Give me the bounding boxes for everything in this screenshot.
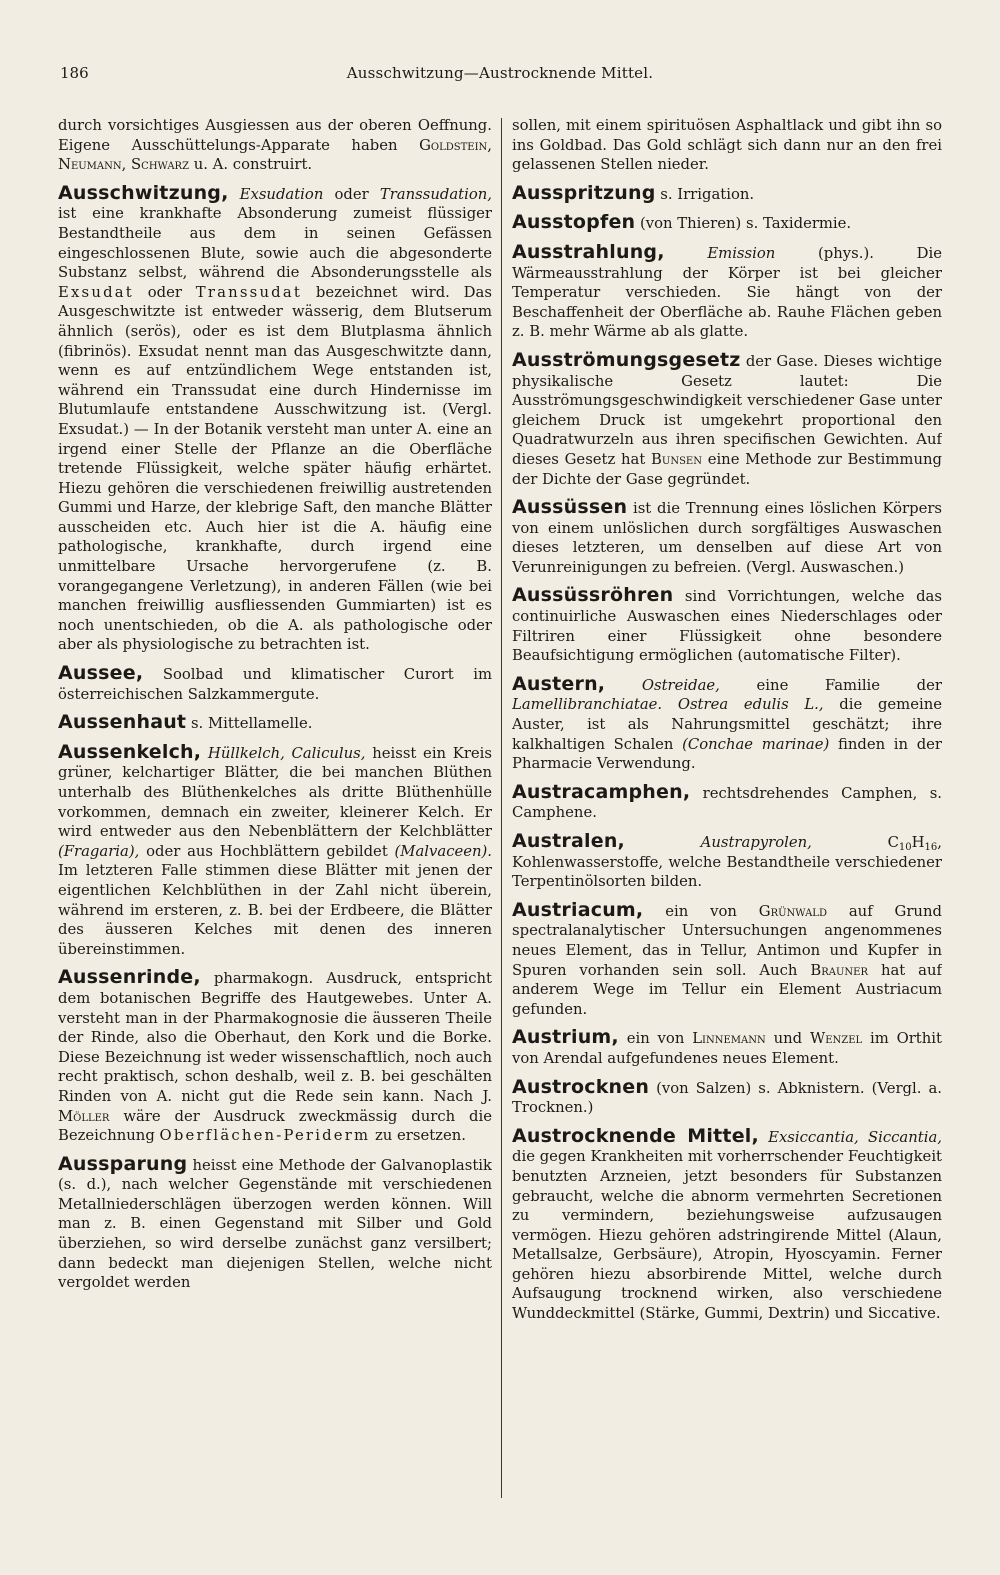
headword: Ausschwitzung, bbox=[58, 181, 229, 204]
entry-paragraph bbox=[58, 968, 492, 1145]
entry-text: Im letzteren Falle stimmen diese Blätter mit jenen der eigentlichen Kelchblüthen in der Zahl nicht überein, während im ersteren, z. B. bei der Erdbeere, die Blätter des äusseren Kelches mit denen des inneren übereinstimmen. bbox=[58, 862, 492, 958]
page-header bbox=[60, 64, 940, 88]
entry-ausstrahlung bbox=[512, 240, 942, 342]
headword: Aussenrinde, bbox=[58, 966, 201, 989]
entry-aussenkelch bbox=[58, 740, 492, 960]
entry-text: Brauner bbox=[810, 961, 869, 979]
entry-paragraph bbox=[58, 181, 492, 655]
entry-paragraph bbox=[512, 780, 942, 823]
entry-text: Transsudat bbox=[195, 283, 303, 301]
headword: Aussparung bbox=[58, 1152, 188, 1175]
headword: Ausspritzung bbox=[512, 181, 656, 204]
column-divider bbox=[501, 118, 502, 1498]
running-title: Ausschwitzung—Austrocknende Mittel. bbox=[346, 64, 654, 82]
entry-austrocknen bbox=[512, 1075, 942, 1118]
headword: Aussüssen bbox=[512, 496, 628, 519]
entry-text: ist die Trennung eines löslichen Körpers von einem unlöslichen durch sorgfältiges Auswaschen dieses letzteren, um denselben auf diese Art von Verunreinigungen zu befreien. (Vergl. Auswaschen.) bbox=[512, 500, 942, 576]
entry-text: Emission bbox=[707, 244, 776, 262]
entry-text: auf Grund spectralanalytischer Untersuchungen angenommenes neues Element, das in Tellur, Antimon und Kupfer in Spuren vorhanden sein soll. Auch bbox=[512, 902, 942, 979]
entry-austern bbox=[512, 672, 942, 774]
entry-paragraph bbox=[512, 832, 942, 892]
entry-paragraph bbox=[512, 1028, 942, 1068]
entry-text: ist eine krankhafte Absonderung zumeist flüssiger Bestandtheile aus dem in seinen Gefässen eingeschlossenen Blute, sowie auch die abgesonderte Substanz selbst, während die Absonderungsstelle als bbox=[58, 205, 492, 282]
entry-text: heisst eine Methode der Galvanoplastik (s. d.), nach welcher Gegenstände mit verschiedenen Metallniederschlägen überzogen werden können. Will man z. B. einen Gegenstand mit Silber und Gold überziehen, so wird derselbe zunächst ganz versilbert; dann bedeckt man diejenigen Stellen, welche nicht vergoldet werden bbox=[58, 1156, 492, 1292]
entry-austrium bbox=[512, 1028, 942, 1068]
entry-aussuessen bbox=[512, 498, 942, 577]
entry-text: zu ersetzen. bbox=[375, 1127, 466, 1145]
subscript: 16 bbox=[924, 842, 938, 853]
entry-paragraph bbox=[58, 664, 492, 704]
entry-text: ein von bbox=[626, 1030, 685, 1048]
entry-text: Hüllkelch, Caliculus, bbox=[207, 744, 366, 762]
entry-text: Ostreidae, bbox=[641, 676, 720, 694]
entry-text: (von Thieren) s. Taxidermie. bbox=[639, 215, 852, 233]
entry-text: (Fragaria), bbox=[58, 842, 140, 860]
entry-text: ein von bbox=[665, 902, 737, 920]
entry-ausstopfen bbox=[512, 213, 942, 234]
entry-text: oder bbox=[334, 185, 369, 203]
entry-text: heisst ein Kreis grüner, kelchartiger Blätter, die bei manchen Blüthen unterhalb des Blüthenkelches als dritte Blüthenhülle vorkommen, demnach ein zweiter, kleinerer Kelch. Er wird entweder aus den Nebenblättern der Kelchblätter bbox=[58, 744, 492, 841]
chemical-formula bbox=[888, 834, 938, 851]
headword: Austern, bbox=[512, 672, 606, 695]
headword: Ausstrahlung, bbox=[512, 240, 665, 263]
entry-text: durch vorsichtiges Ausgiessen aus der oberen Oeffnung. Eigene Ausschüttelungs-Apparate haben bbox=[58, 117, 492, 154]
entry-text: Exsudat bbox=[58, 283, 134, 301]
entry-paragraph bbox=[58, 1152, 492, 1293]
entry-text: sind Vorrichtungen, welche das continuirliche Auswaschen eines Niederschlages oder Filtriren einer Flüssigkeit ohne besondere Beaufsichtigung ermöglichen (automatische Filter). bbox=[512, 588, 942, 665]
entry-paragraph bbox=[512, 1075, 942, 1118]
entry-text: bezeichnet wird. Das Ausgeschwitzte ist entweder wässerig, dem Blutserum ähnlich (serös), oder es ist dem Blutplasma ähnlich (fibrinös). Exsudat nennt man das Ausgeschwitzte dann, wenn es auf entzündlichem Wege entstanden ist, während ein Transsudat eine durch Hindernisse im Blutumlaufe entstandene Ausschwitzung ist. (Vergl. Exsudat.) — In der Botanik versteht man unter A. eine an irgend einer Stelle der Pflanze an die Oberfläche tretende Flüssigkeit, welche später häufig erhärtet. Hiezu gehören die verschiedenen freiwillig austretenden Gummi und Harze, der klebrige Saft, den manche Blätter ausscheiden etc. Auch hier ist die A. häufig eine pathologische, krankhafte, durch irgend eine unmittelbare Ursache hervorgerufene (z. B. vorangegangene Verletzung), in anderen Fällen (wie bei manchen freiwillig ausfliessenden Gummiarten) ist es noch unentschieden, ob die A. als pathologische oder aber als physiologische zu betrachten ist. bbox=[58, 283, 492, 654]
entry-austrocknende-mittel bbox=[512, 1124, 942, 1324]
headword: Aussüssröhren bbox=[512, 584, 674, 607]
entry-aussenhaut bbox=[58, 713, 492, 734]
entry-text: Möller bbox=[58, 1107, 110, 1125]
entry-aussenrinde bbox=[58, 968, 492, 1145]
entry-text: hat auf anderem Wege im Tellur ein Element Austriacum gefunden. bbox=[512, 961, 942, 1018]
entry-text: Lamellibranchiatae. Ostrea edulis L., bbox=[512, 696, 824, 714]
right-column bbox=[512, 116, 942, 1545]
entry-text: C bbox=[887, 834, 899, 851]
entry-ausstroemungsgesetz bbox=[512, 348, 942, 489]
entry-text: Transsudation, bbox=[379, 185, 492, 203]
entry-text: und bbox=[773, 1030, 803, 1048]
entry-text: wäre der Ausdruck zweckmässig durch die Bezeichnung bbox=[58, 1107, 492, 1145]
headword: Ausstopfen bbox=[512, 211, 636, 234]
entry-text: die gemeine Auster, ist als Nahrungsmittel geschätzt; ihre kalkhaltigen Schalen bbox=[512, 696, 942, 753]
entry-austriacum bbox=[512, 898, 942, 1020]
entry-text: eine Methode zur Bestimmung der Dichte der Gase gegründet. bbox=[512, 450, 942, 488]
entry-paragraph bbox=[512, 213, 942, 234]
entry-text: pharmakogn. Ausdruck, entspricht dem botanischen Begriffe des Hautgewebes. Unter A. versteht man in der Pharmakognosie die äusseren Theile der Rinde, also die Oberhaut, den Kork und die Borke. Diese Bezeichnung ist weder wissenschaftlich, noch auch recht praktisch, schon deshalb, weil z. B. bei geschälten Rinden von A. nicht gut die Rede sein kann. Nach J. bbox=[58, 970, 492, 1105]
headword: Aussee, bbox=[58, 662, 144, 685]
entry-text: (phys.). Die Wärmeausstrahlung der Körper ist bei gleicher Temperatur verschieden. Sie hängt von der Beschaffenheit der Oberfläche ab. Rauhe Flächen geben z. B. mehr Wärme ab als glatte. bbox=[512, 244, 942, 341]
entry-text: (von Salzen) s. Abknistern. (Vergl. a. Trocknen.) bbox=[512, 1079, 942, 1117]
entry-austracamphen bbox=[512, 780, 942, 823]
entry-australen bbox=[512, 832, 942, 892]
entry-paragraph bbox=[512, 672, 942, 774]
headword: Aussenkelch, bbox=[58, 740, 202, 763]
entry-text: Linnemann bbox=[692, 1030, 766, 1048]
entry-text: s. Mittellamelle. bbox=[190, 715, 313, 733]
entry-text: Oberflächen-Periderm bbox=[159, 1127, 371, 1145]
entry-text: Grünwald bbox=[758, 902, 827, 920]
headword: Australen, bbox=[512, 830, 625, 852]
entry-text: Exsiccantia, Siccantia, bbox=[768, 1128, 942, 1146]
entry-paragraph bbox=[512, 498, 942, 577]
entry-text: rechtsdrehendes Camphen, s. Camphene. bbox=[512, 784, 942, 822]
entry-text: oder aus Hochblättern gebildet bbox=[146, 842, 388, 860]
entry-paragraph bbox=[58, 740, 492, 960]
entry-aussuessroehren bbox=[512, 586, 942, 665]
entry-paragraph bbox=[512, 586, 942, 665]
entry-text: Exsudation bbox=[239, 185, 324, 203]
headword: Austrium, bbox=[512, 1026, 619, 1049]
entry-ausschwitzung bbox=[58, 181, 492, 655]
left-column bbox=[58, 116, 492, 1545]
headword: Austracamphen, bbox=[512, 780, 691, 803]
entry-text: oder bbox=[147, 283, 182, 301]
entry-text: , Kohlenwasserstoffe, welche Bestandtheile verschiedener Terpentinölsorten bilden. bbox=[512, 834, 942, 891]
entry-aussparung bbox=[58, 1152, 492, 1293]
subscript: 10 bbox=[898, 842, 912, 853]
entry-paragraph bbox=[512, 181, 942, 205]
headword: Ausströmungsgesetz bbox=[512, 348, 741, 371]
entry-text: im Orthit von Arendal aufgefundenes neues Element. bbox=[512, 1030, 942, 1067]
entry-ausspritzung bbox=[512, 181, 942, 205]
entry-text: die gegen Krankheiten mit vorherrschender Feuchtigkeit benutzten Arzneien, jetzt besonders für Substanzen gebraucht, welche die abnorm vermehrten Secretionen zu vermindern, beziehungsweise aufzusaugen vermögen. Hiezu gehören adstringirende Mittel (Alaun, Metallsalze, Gerbsäure), Atropin, Hyoscyamin. Ferner gehören hiezu absorbirende Mittel, welche durch Aufsaugung trocknend wirken, also verschiedene Wunddeckmittel (Stärke, Gummi, Dextrin) und Siccative. bbox=[512, 1148, 942, 1323]
entry-text: der Gase. Dieses wichtige physikalische Gesetz lautet: Die Ausströmungsgeschwindigkeit verschiedener Gase unter gleichem Druck ist umgekehrt proportional den Quadratwurzeln aus ihren specifischen Gewichten. Auf dieses Gesetz hat bbox=[512, 352, 942, 468]
headword: Austrocknende Mittel, bbox=[512, 1124, 759, 1147]
entry-text: s. Irrigation. bbox=[660, 185, 755, 203]
entry-text: (Malvaceen). bbox=[394, 842, 492, 860]
entry-text: u. A. construirt. bbox=[193, 156, 313, 174]
entry-text: Goldstein, Neumann, Schwarz bbox=[58, 136, 492, 174]
headword: Austriacum, bbox=[512, 898, 644, 921]
entry-paragraph bbox=[512, 898, 942, 1020]
entry-text: finden in der Pharmacie Verwendung. bbox=[512, 735, 942, 773]
entry-paragraph bbox=[512, 240, 942, 342]
entry-text: Bunsen bbox=[651, 450, 702, 468]
entry-text: (Conchae marinae) bbox=[682, 735, 830, 753]
page-number: 186 bbox=[60, 64, 89, 82]
entry-text: eine Familie der bbox=[756, 676, 942, 694]
entry-paragraph bbox=[512, 348, 942, 489]
headword: Aussenhaut bbox=[58, 711, 187, 734]
headword: Austrocknen bbox=[512, 1075, 650, 1098]
entry-paragraph bbox=[512, 1124, 942, 1324]
entry-text: Wenzel bbox=[809, 1030, 863, 1048]
continued-text: sollen, mit einem spirituösen Asphaltlack und gibt ihn so ins Goldbad. Das Gold schlägt sich dann nur an den frei gelassenen Stellen nieder. bbox=[512, 117, 942, 174]
entry-paragraph bbox=[58, 713, 492, 734]
entry-aussee bbox=[58, 664, 492, 704]
entry-text: Austrapyrolen, bbox=[700, 834, 812, 851]
entry-text: H bbox=[911, 834, 925, 851]
entry-text: Soolbad und klimatischer Curort im österreichischen Salzkammergute. bbox=[58, 666, 492, 703]
continued-text bbox=[58, 116, 492, 175]
